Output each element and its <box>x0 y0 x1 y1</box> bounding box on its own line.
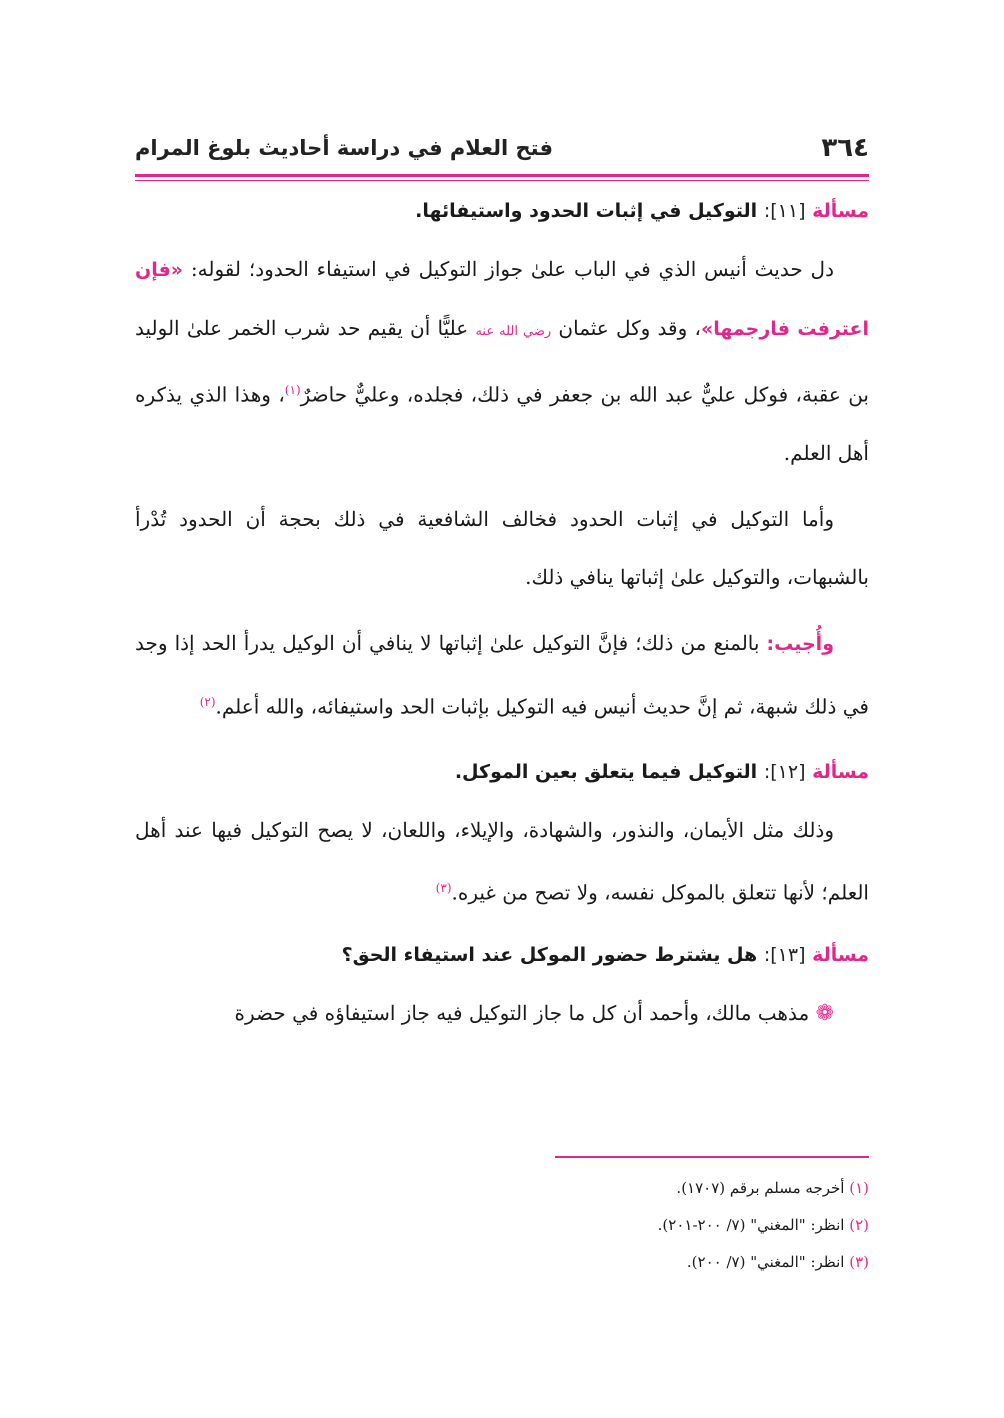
section-label: مسألة <box>812 761 869 784</box>
section-heading-12 <box>135 751 869 793</box>
footnotes <box>135 1170 869 1281</box>
footnote-text: أخرجه مسلم برقم (١٧٠٧). <box>676 1179 845 1197</box>
hadith-quote: «فإن اعترفت فارجمها» <box>135 259 870 340</box>
footnote-item <box>135 1244 869 1281</box>
book-title: فتح العلام في دراسة أحاديث بلوغ المرام <box>135 136 553 160</box>
paragraph-text: عليًّا أن يقيم حد شرب الخمر علىٰ الوليد بن عقبة، فوكل عليٌّ عبد الله بن جعفر في ذلك، فجلده، وعليٌّ حاضرٌ <box>135 316 869 407</box>
paragraph-5 <box>135 984 869 1043</box>
paragraph-text: ، وقد وكل عثمان <box>558 316 701 340</box>
section-label: مسألة <box>812 200 869 222</box>
section-title: هل يشترط حضور الموكل عند استيفاء الحق؟ <box>341 943 758 966</box>
paragraph-text: بالمنع من ذلك؛ فإنَّ التوكيل علىٰ إثباتها لا ينافي أن الوكيل يدرأ الحد إذا وجد في ذلك شبهة، ثم إنَّ حديث أنيس فيه التوكيل بإثبات الحد واستيفائه، والله أعلم. <box>135 630 869 719</box>
section-label: مسألة <box>812 943 869 966</box>
section-number: [١١]: <box>763 200 806 222</box>
page-header <box>135 128 869 168</box>
section-number: [١٣]: <box>763 943 806 966</box>
paragraph-1 <box>135 240 869 482</box>
footnote-ref-1[interactable]: (١) <box>284 383 301 397</box>
paragraph-text: مذهب مالك، وأحمد أن كل ما جاز التوكيل فيه جاز استيفاؤه في حضرة <box>234 1000 810 1025</box>
paragraph-3 <box>135 614 869 736</box>
footnote-item <box>135 1170 869 1207</box>
section-title: التوكيل فيما يتعلق بعين الموكل. <box>454 761 758 784</box>
footnote-number: (١) <box>849 1179 869 1197</box>
header-rule-thin <box>135 180 869 181</box>
footnote-text: انظر: "المغني" (٧/ ٢٠٠-٢٠١). <box>657 1216 845 1234</box>
section-title: التوكيل في إثبات الحدود واستيفائها. <box>415 200 758 222</box>
footnote-separator <box>555 1156 869 1158</box>
paragraph-text: ، وهذا الذي يذكره أهل العلم. <box>135 382 869 465</box>
footnote-number: (٣) <box>849 1253 869 1271</box>
flower-ornament-icon: ❁ <box>815 1000 834 1026</box>
paragraph-text: دل حديث أنيس الذي في الباب علىٰ جواز التوكيل في استيفاء الحدود؛ لقوله: <box>190 257 834 281</box>
footnote-text: انظر: "المغني" (٧/ ٢٠٠). <box>686 1253 845 1271</box>
footnote-ref-3[interactable]: (٣) <box>435 881 452 896</box>
section-number: [١٢]: <box>763 761 806 784</box>
footnote-item <box>135 1207 869 1244</box>
footnote-ref-2[interactable]: (٢) <box>199 694 216 709</box>
header-rule-thick <box>135 174 869 177</box>
honorific-glyph: رضي الله عنه <box>475 324 552 339</box>
footnote-number: (٢) <box>849 1216 869 1234</box>
paragraph-4 <box>135 801 869 922</box>
paragraph-text: وذلك مثل الأيمان، والنذور، والشهادة، والإيلاء، واللعان، لا يصح التوكيل فيها عند أهل العلم؛ لأنها تتعلق بالموكل نفسه، ولا تصح من غيره. <box>135 818 869 905</box>
paragraph-2: وأما التوكيل في إثبات الحدود فخالف الشافعية في ذلك بحجة أن الحدود تُدْرأ بالشبهات، والتوكيل علىٰ إثباتها ينافي ذلك. <box>135 506 869 589</box>
page-body <box>135 190 869 1043</box>
section-heading-13 <box>135 934 869 976</box>
answer-lead: وأُجيب: <box>766 632 834 655</box>
section-heading-11 <box>135 190 869 232</box>
page-number: ٣٦٤ <box>821 133 869 163</box>
